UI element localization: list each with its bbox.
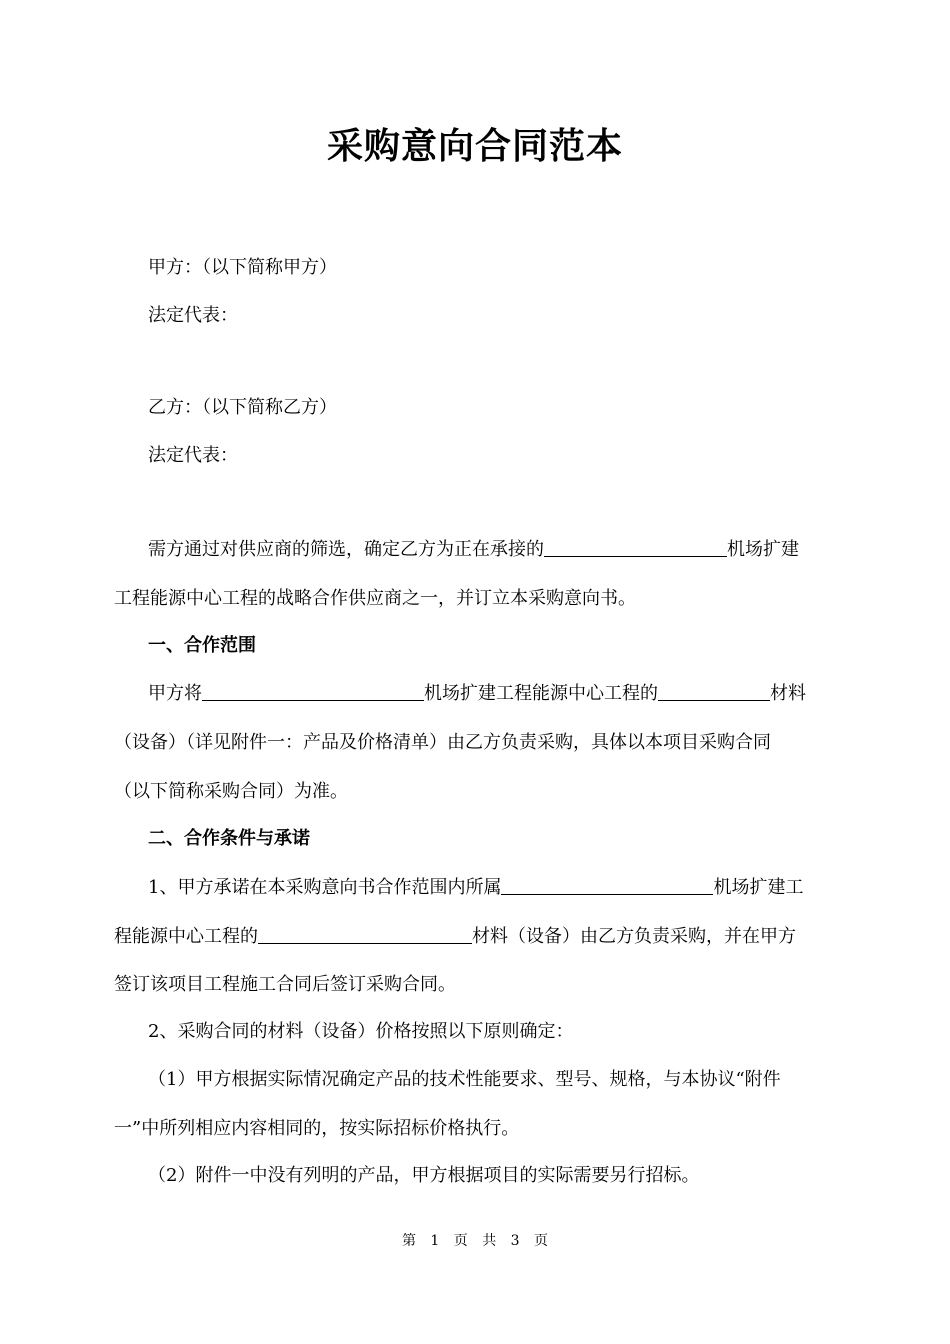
section-2-item-2: 2、采购合同的材料（设备）价格按照以下原则确定： [148, 1021, 574, 1042]
section-2-sub-1-line-1: （1）甲方根据实际情况确定产品的技术性能要求、型号、规格，与本协议“附件 [148, 1069, 781, 1090]
party-b-line: 乙方：（以下简称乙方） [148, 397, 337, 418]
section-2-item-1-line-3: 签订该项目工程施工合同后签订采购合同。 [114, 974, 456, 995]
footer-page-number: 1 [430, 1233, 440, 1249]
section-2-heading: 二、合作条件与承诺 [148, 828, 310, 849]
project-name-blank[interactable] [544, 536, 727, 557]
s1-project-blank[interactable] [202, 680, 424, 701]
s2-i1-text-d: 材料（设备）由乙方负责采购，并在甲方 [472, 926, 796, 947]
footer-total-pages: 3 [510, 1233, 520, 1249]
s2-material-blank[interactable] [258, 923, 472, 944]
s2-i1-text-c: 程能源中心工程的 [114, 926, 258, 947]
intro-text-a: 需方通过对供应商的筛选，确定乙方为正在承接的 [148, 539, 544, 560]
intro-line-1 [148, 536, 838, 563]
s1-text-b: 机场扩建工程能源中心工程的 [424, 683, 658, 704]
s1-material-blank[interactable] [658, 680, 770, 701]
section-2-item-1-line-2 [114, 923, 838, 950]
s2-i1-text-b: 机场扩建工 [713, 877, 804, 898]
section-1-heading: 一、合作范围 [148, 635, 256, 656]
document-title: 采购意向合同范本 [326, 125, 623, 167]
intro-text-b: 机场扩建 [727, 539, 799, 560]
section-2-item-1-line-1 [148, 874, 838, 901]
footer-ye: 页 [453, 1233, 468, 1249]
party-a-line: 甲方：（以下简称甲方） [148, 257, 337, 278]
section-1-line-2: （设备）（详见附件一：产品及价格清单）由乙方负责采购，具体以本项目采购合同 [114, 732, 771, 753]
section-1-line-1 [148, 680, 838, 707]
footer-di: 第 [401, 1233, 416, 1249]
s2-project-blank[interactable] [501, 874, 713, 895]
footer-gong: 共 [482, 1233, 497, 1249]
page-footer [0, 1230, 950, 1250]
footer-ye-2: 页 [534, 1233, 549, 1249]
s1-text-a: 甲方将 [148, 683, 202, 704]
section-2-sub-1-line-2: 一”中所列相应内容相同的，按实际招标价格执行。 [114, 1118, 520, 1139]
party-a-rep: 法定代表： [148, 305, 238, 326]
s1-text-c: 材料 [770, 683, 806, 704]
s2-i1-text-a: 1、甲方承诺在本采购意向书合作范围内所属 [148, 877, 502, 898]
party-b-rep: 法定代表： [148, 445, 238, 466]
section-2-sub-2: （2）附件一中没有列明的产品，甲方根据项目的实际需要另行招标。 [148, 1165, 700, 1186]
intro-line-2: 工程能源中心工程的战略合作供应商之一，并订立本采购意向书。 [114, 588, 636, 609]
section-1-line-3: （以下简称采购合同）为准。 [114, 781, 348, 802]
